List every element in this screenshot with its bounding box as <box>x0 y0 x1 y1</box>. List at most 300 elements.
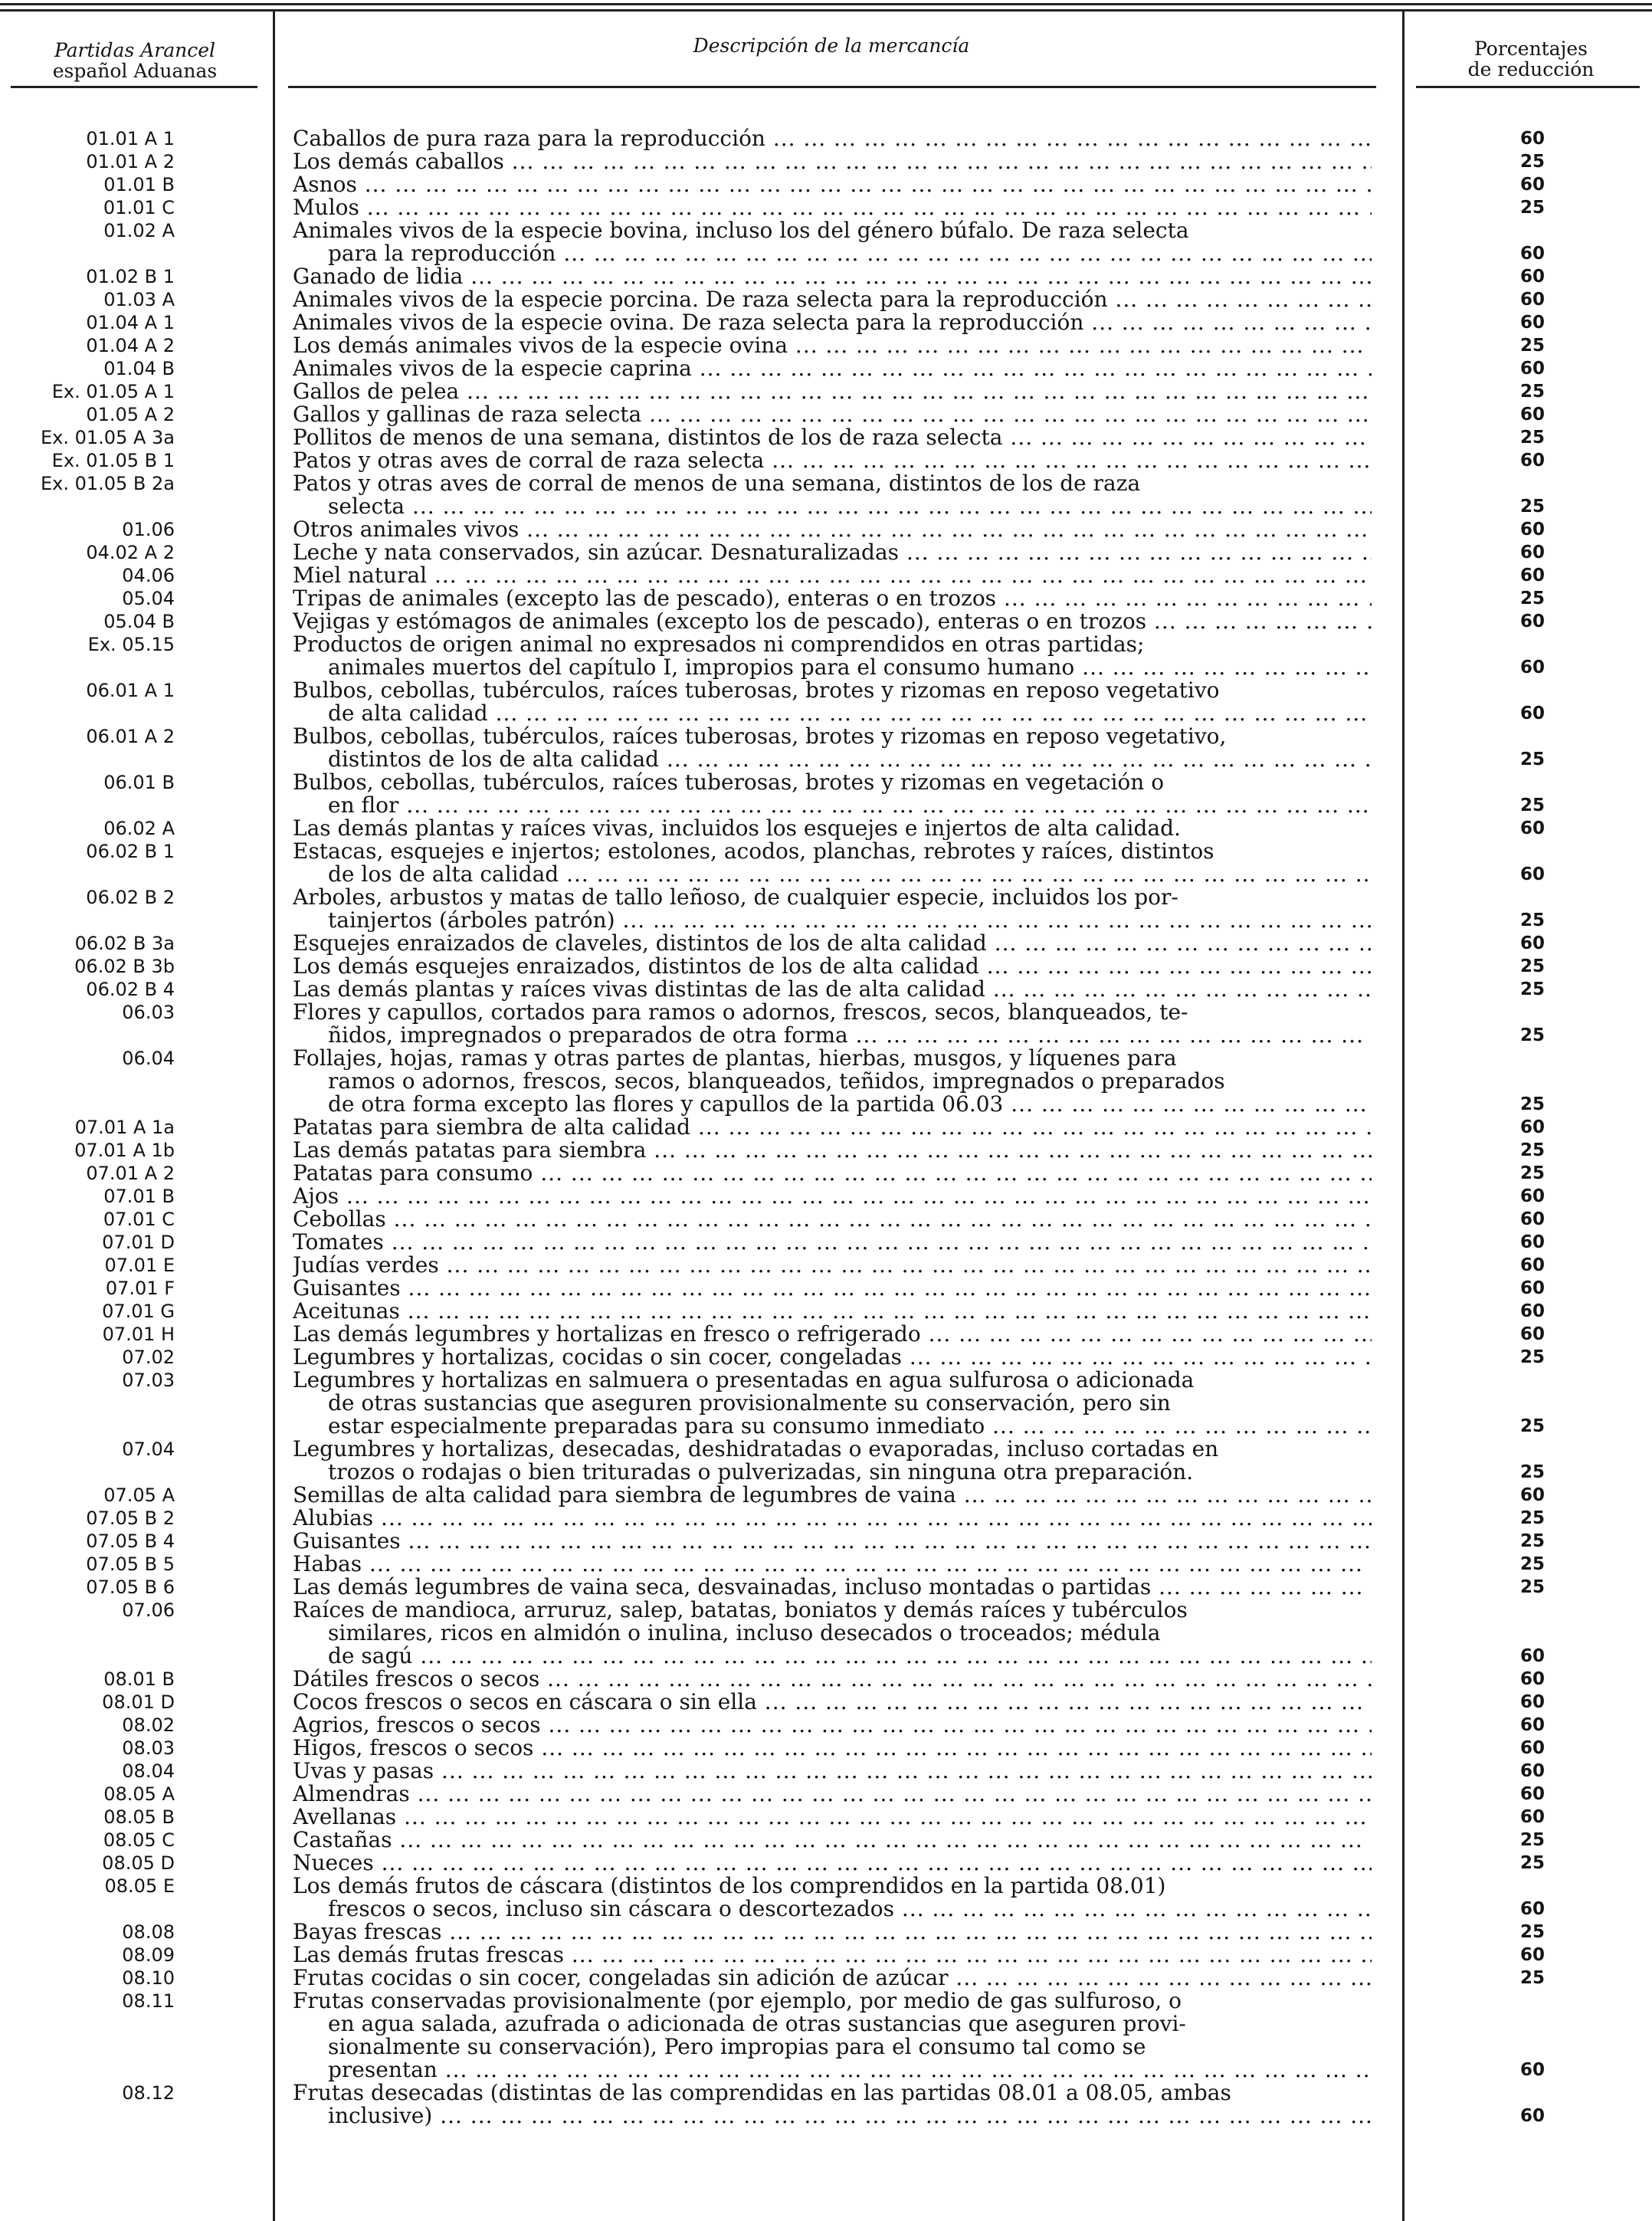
tariff-code: 07.01 G <box>102 1301 175 1322</box>
description-line: Dátiles frescos o secos ... . <box>293 1668 1372 1691</box>
reduction-percentage: 60 <box>1519 1646 1545 1666</box>
description-line: Habas ... . <box>293 1553 1372 1576</box>
goods-description <box>293 1346 1372 1369</box>
description-line: Caballos de pura raza para la reproducción ... . <box>293 127 1372 150</box>
description-line: para la reproducción ... . <box>293 242 1372 265</box>
reduction-percentage: 25 <box>1519 1025 1545 1045</box>
tariff-code: 05.04 B <box>103 611 175 632</box>
description-line: Legumbres y hortalizas en salmuera o presentadas en agua sulfurosa o adicionada <box>293 1369 1195 1392</box>
goods-description <box>293 886 1372 932</box>
tariff-code: Ex. 01.05 A 1 <box>51 381 175 402</box>
tariff-code: 04.06 <box>122 565 175 586</box>
goods-description <box>293 150 1372 173</box>
goods-description <box>293 403 1372 426</box>
goods-description <box>293 1944 1372 1967</box>
table-row <box>0 1047 1652 1116</box>
goods-description <box>293 1576 1372 1599</box>
table-row <box>0 1323 1652 1346</box>
tariff-code: 06.01 A 1 <box>86 680 175 701</box>
header-tariff-code-line2: español Aduanas <box>52 60 218 82</box>
reduction-percentage: 60 <box>1519 1255 1545 1275</box>
tariff-code: 01.01 B <box>103 174 175 195</box>
tariff-code: 07.05 A <box>103 1484 175 1506</box>
description-line: Esquejes enraizados de claveles, distintos de los de alta calidad ... . <box>293 932 1372 955</box>
reduction-percentage: 25 <box>1519 198 1545 218</box>
goods-description <box>293 1829 1372 1852</box>
tariff-code: 07.01 A 2 <box>86 1163 175 1184</box>
description-line: selecta ... . <box>293 495 1372 518</box>
top-rule <box>0 3 1652 5</box>
reduction-percentage: 25 <box>1519 1922 1545 1942</box>
description-line: Ajos ... . <box>293 1185 1372 1208</box>
tariff-code: 06.01 A 2 <box>86 726 175 747</box>
description-line: Otros animales vivos ... . <box>293 518 1372 541</box>
description-line: inclusive) ... . <box>293 2105 1372 2128</box>
tariff-code: 01.06 <box>122 519 175 540</box>
tariff-code: Ex. 05.15 <box>87 634 175 655</box>
goods-description <box>293 932 1372 955</box>
tariff-code: 01.05 A 2 <box>86 404 175 425</box>
reduction-percentage: 25 <box>1519 336 1545 356</box>
description-line: Alubias ... . <box>293 1507 1372 1530</box>
goods-description <box>293 1300 1372 1323</box>
goods-description <box>293 219 1372 265</box>
reduction-percentage: 60 <box>1519 1761 1545 1781</box>
header-description <box>291 35 1372 56</box>
description-line: Patos y otras aves de corral de menos de una semana, distintos de los de raza <box>293 472 1141 495</box>
table-row <box>0 150 1652 173</box>
reduction-percentage: 60 <box>1519 359 1545 379</box>
description-line: Las demás frutas frescas ... . <box>293 1944 1372 1967</box>
description-line: Leche y nata conservados, sin azúcar. Desnaturalizadas ... . <box>293 541 1372 564</box>
tariff-code: 07.01 F <box>105 1278 175 1299</box>
goods-description <box>293 1530 1372 1553</box>
tariff-code: 06.02 B 4 <box>86 979 175 1000</box>
goods-description <box>293 1714 1372 1737</box>
table-row <box>0 955 1652 978</box>
goods-description <box>293 840 1372 886</box>
table-row <box>0 288 1652 311</box>
description-line: de alta calidad ... . <box>293 702 1372 725</box>
description-line: Animales vivos de la especie bovina, incluso los del género búfalo. De raza selecta <box>293 219 1189 242</box>
table-row <box>0 978 1652 1001</box>
goods-description <box>293 265 1372 288</box>
description-line: Patatas para consumo ... . <box>293 1162 1372 1185</box>
reduction-percentage: 60 <box>1519 451 1545 471</box>
description-line: Los demás caballos ... . <box>293 150 1372 173</box>
goods-description <box>293 1323 1372 1346</box>
reduction-percentage: 25 <box>1519 1853 1545 1873</box>
goods-description <box>293 1047 1372 1116</box>
tariff-code: 07.01 A 1b <box>74 1140 175 1161</box>
table-row <box>0 1208 1652 1231</box>
header-separator-left <box>11 86 257 88</box>
table-row <box>0 1116 1652 1139</box>
reduction-percentage: 60 <box>1519 2106 1545 2126</box>
header-tariff-code <box>0 40 270 81</box>
table-row <box>0 1990 1652 2082</box>
description-line: Guisantes ... . <box>293 1277 1372 1300</box>
reduction-percentage: 60 <box>1519 267 1545 287</box>
description-line: distintos de los de alta calidad ... . <box>293 748 1372 771</box>
tariff-code: 07.05 B 2 <box>86 1507 175 1529</box>
description-line: Bayas frescas ... . <box>293 1921 1372 1944</box>
table-row <box>0 1783 1652 1806</box>
reduction-percentage: 60 <box>1519 864 1545 884</box>
table-row <box>0 1668 1652 1691</box>
table-row <box>0 334 1652 357</box>
reduction-percentage: 60 <box>1519 1784 1545 1804</box>
goods-description <box>293 518 1372 541</box>
table-row <box>0 633 1652 679</box>
table-row <box>0 1760 1652 1783</box>
description-line: Cebollas ... . <box>293 1208 1372 1231</box>
table-row <box>0 265 1652 288</box>
description-line: en flor ... . <box>293 794 1372 817</box>
reduction-percentage: 25 <box>1519 1347 1545 1367</box>
description-line: Higos, frescos o secos ... . <box>293 1737 1372 1760</box>
tariff-code: 06.03 <box>122 1002 175 1023</box>
tariff-code: 08.04 <box>122 1760 175 1782</box>
description-line: trozos o rodajas o bien trituradas o pulverizadas, sin ninguna otra preparación. <box>328 1461 1194 1484</box>
reduction-percentage: 60 <box>1519 129 1545 149</box>
goods-description <box>293 288 1372 311</box>
goods-description <box>293 173 1372 196</box>
reduction-percentage: 60 <box>1519 405 1545 425</box>
goods-description <box>293 725 1372 771</box>
reduction-percentage: 60 <box>1519 1692 1545 1712</box>
reduction-percentage: 25 <box>1519 1830 1545 1850</box>
goods-description <box>293 1990 1372 2082</box>
description-line: Legumbres y hortalizas, desecadas, deshidratadas o evaporadas, incluso cortadas en <box>293 1438 1219 1461</box>
reduction-percentage: 25 <box>1519 1554 1545 1574</box>
goods-description <box>293 472 1372 518</box>
tariff-code: 01.04 A 2 <box>86 335 175 356</box>
reduction-percentage: 60 <box>1519 1117 1545 1137</box>
table-row <box>0 610 1652 633</box>
tariff-code: 08.05 C <box>103 1829 175 1851</box>
goods-description <box>293 1438 1372 1484</box>
tariff-code: 07.01 C <box>103 1209 175 1230</box>
description-line: Vejigas y estómagos de animales (excepto los de pescado), enteras o en trozos ... . <box>293 610 1372 633</box>
goods-description <box>293 1277 1372 1300</box>
goods-description <box>293 1139 1372 1162</box>
reduction-percentage: 60 <box>1519 1324 1545 1344</box>
description-line: Bulbos, cebollas, tubérculos, raíces tuberosas, brotes y rizomas en reposo vegetativo <box>293 679 1220 702</box>
tariff-code: 06.02 A <box>103 818 175 839</box>
reduction-percentage: 25 <box>1519 589 1545 609</box>
description-line: Animales vivos de la especie porcina. De raza selecta para la reproducción ... . <box>293 288 1372 311</box>
table-row <box>0 1162 1652 1185</box>
description-line: Bulbos, cebollas, tubérculos, raíces tuberosas, brotes y rizomas en vegetación o <box>293 771 1165 794</box>
description-line: Gallos de pelea ... . <box>293 380 1372 403</box>
reduction-percentage: 25 <box>1519 1140 1545 1160</box>
table-row <box>0 1967 1652 1990</box>
reduction-percentage: 25 <box>1519 1163 1545 1183</box>
reduction-percentage: 60 <box>1519 1669 1545 1689</box>
table-row <box>0 1231 1652 1254</box>
description-line: Aceitunas ... . <box>293 1300 1372 1323</box>
description-line: Las demás patatas para siembra ... . <box>293 1139 1372 1162</box>
tariff-code: 08.05 A <box>103 1783 175 1805</box>
reduction-percentage: 60 <box>1519 1485 1545 1505</box>
goods-description <box>293 1668 1372 1691</box>
description-line: Legumbres y hortalizas, cocidas o sin cocer, congeladas ... . <box>293 1346 1372 1369</box>
description-line: Las demás plantas y raíces vivas, incluidos los esquejes e injertos de alta calidad. <box>293 817 1181 840</box>
description-line: Las demás legumbres de vaina seca, desvainadas, incluso montadas o partidas ... . <box>293 1576 1372 1599</box>
tariff-code: 08.02 <box>122 1714 175 1736</box>
description-line: Patos y otras aves de corral de raza selecta ... . <box>293 449 1372 472</box>
description-line: frescos o secos, incluso sin cáscara o descortezados ... . <box>293 1898 1372 1921</box>
description-line: Nueces ... . <box>293 1852 1372 1875</box>
header-reduction-line1: Porcentajes <box>1473 38 1588 60</box>
reduction-percentage: 25 <box>1519 1531 1545 1551</box>
reduction-percentage: 60 <box>1519 612 1545 632</box>
table-row <box>0 1530 1652 1553</box>
reduction-percentage: 60 <box>1519 933 1545 953</box>
table-row <box>0 1829 1652 1852</box>
table-row <box>0 311 1652 334</box>
table-row <box>0 1806 1652 1829</box>
reduction-percentage: 60 <box>1519 1899 1545 1919</box>
description-line: Arboles, arbustos y matas de tallo leñoso, de cualquier especie, incluidos los por- <box>293 886 1178 909</box>
tariff-code: 08.01 D <box>102 1691 175 1713</box>
reduction-percentage: 25 <box>1519 1094 1545 1114</box>
description-line: Las demás plantas y raíces vivas distintas de las de alta calidad ... . <box>293 978 1372 1001</box>
goods-description <box>293 1691 1372 1714</box>
table-row <box>0 1852 1652 1875</box>
description-line: Raíces de mandioca, arruruz, salep, batatas, boniatos y demás raíces y tubérculos <box>293 1599 1188 1622</box>
table-row <box>0 1369 1652 1438</box>
tariff-code: 07.01 H <box>102 1324 175 1345</box>
description-line: de los de alta calidad ... . <box>293 863 1372 886</box>
tariff-code: 08.05 D <box>102 1852 175 1874</box>
reduction-percentage: 60 <box>1519 175 1545 195</box>
tariff-code: 07.03 <box>122 1370 175 1391</box>
table-row <box>0 541 1652 564</box>
goods-description <box>293 955 1372 978</box>
description-line: Asnos ... . <box>293 173 1372 196</box>
goods-description <box>293 817 1372 840</box>
tariff-code: Ex. 01.05 A 3a <box>41 427 175 448</box>
description-line: Patatas para siembra de alta calidad ... . <box>293 1116 1372 1139</box>
tariff-code: 01.02 A <box>103 220 175 241</box>
reduction-percentage: 60 <box>1519 1186 1545 1206</box>
description-line: en agua salada, azufrada o adicionada de otras sustancias que aseguren provi- <box>328 2013 1186 2036</box>
reduction-percentage: 25 <box>1519 979 1545 999</box>
tariff-code: 01.04 A 1 <box>86 312 175 333</box>
table-row <box>0 725 1652 771</box>
table-row <box>0 196 1652 219</box>
goods-description <box>293 1369 1372 1438</box>
reduction-percentage: 60 <box>1519 819 1545 838</box>
goods-description <box>293 1162 1372 1185</box>
description-line: animales muertos del capítulo I, impropios para el consumo humano ... . <box>293 656 1372 679</box>
description-line: Mulos ... . <box>293 196 1372 219</box>
table-row <box>0 1737 1652 1760</box>
table-row <box>0 1277 1652 1300</box>
description-line: Los demás esquejes enraizados, distintos de los de alta calidad ... . <box>293 955 1372 978</box>
table-row <box>0 1300 1652 1323</box>
description-line: Animales vivos de la especie caprina ... . <box>293 357 1372 380</box>
table-row <box>0 1691 1652 1714</box>
tariff-code: 08.09 <box>122 1944 175 1966</box>
tariff-code: 01.03 A <box>103 289 175 310</box>
table-row <box>0 173 1652 196</box>
reduction-percentage: 60 <box>1519 1715 1545 1735</box>
tariff-code: 08.05 B <box>103 1806 175 1828</box>
description-line: Tomates ... . <box>293 1231 1372 1254</box>
reduction-percentage: 25 <box>1519 910 1545 930</box>
reduction-percentage: 25 <box>1519 152 1545 172</box>
goods-description <box>293 311 1372 334</box>
goods-description <box>293 1875 1372 1921</box>
goods-description <box>293 1921 1372 1944</box>
table-row <box>0 380 1652 403</box>
tariff-code: 04.02 A 2 <box>86 542 175 563</box>
tariff-code: 01.04 B <box>103 358 175 379</box>
reduction-percentage: 25 <box>1519 1968 1545 1988</box>
goods-description <box>293 1967 1372 1990</box>
tariff-code: 01.01 C <box>103 197 175 218</box>
reduction-percentage: 25 <box>1519 382 1545 402</box>
table-row <box>0 564 1652 587</box>
reduction-percentage: 25 <box>1519 1508 1545 1528</box>
tariff-code: 08.12 <box>122 2082 175 2104</box>
tariff-code: 06.02 B 2 <box>86 887 175 908</box>
tariff-code: 06.02 B 1 <box>86 841 175 862</box>
description-line: Frutas cocidas o sin cocer, congeladas sin adición de azúcar ... . <box>293 1967 1372 1990</box>
header-tariff-code-line1: Partidas Arancel <box>54 39 216 61</box>
reduction-percentage: 60 <box>1519 520 1545 540</box>
table-row <box>0 127 1652 150</box>
goods-description <box>293 1116 1372 1139</box>
table-row <box>0 817 1652 840</box>
tariff-code: 08.01 B <box>103 1668 175 1690</box>
table-row <box>0 1553 1652 1576</box>
goods-description <box>293 1484 1372 1507</box>
description-line: Uvas y pasas ... . <box>293 1760 1372 1783</box>
tariff-code: 06.04 <box>122 1048 175 1069</box>
table-row <box>0 472 1652 518</box>
reduction-percentage: 60 <box>1519 1301 1545 1321</box>
goods-description <box>293 1852 1372 1875</box>
description-line: Las demás legumbres y hortalizas en fresco o refrigerado ... . <box>293 1323 1372 1346</box>
description-line: Guisantes ... . <box>293 1530 1372 1553</box>
reduction-percentage: 60 <box>1519 1278 1545 1298</box>
tariff-code: 07.01 D <box>102 1232 175 1253</box>
table-row <box>0 1346 1652 1369</box>
table-row <box>0 2082 1652 2128</box>
reduction-percentage: 60 <box>1519 313 1545 333</box>
description-line: Judías verdes ... . <box>293 1254 1372 1277</box>
table-row <box>0 219 1652 265</box>
reduction-percentage: 60 <box>1519 290 1545 310</box>
table-row <box>0 1484 1652 1507</box>
tariff-code: 06.01 B <box>103 772 175 793</box>
description-line: Miel natural ... . <box>293 564 1372 587</box>
description-line: ñidos, impregnados o preparados de otra forma ... . <box>293 1024 1372 1047</box>
tariff-code: 07.06 <box>122 1599 175 1621</box>
description-line: Castañas ... . <box>293 1829 1372 1852</box>
table-row <box>0 886 1652 932</box>
goods-description <box>293 1001 1372 1047</box>
table-row <box>0 1185 1652 1208</box>
tariff-code: 07.05 B 5 <box>86 1553 175 1575</box>
tariff-code: 08.08 <box>122 1921 175 1943</box>
reduction-percentage: 25 <box>1519 796 1545 815</box>
tariff-code: 08.03 <box>122 1737 175 1759</box>
reduction-percentage: 25 <box>1519 1462 1545 1482</box>
reduction-percentage: 25 <box>1519 956 1545 976</box>
reduction-percentage: 60 <box>1519 1209 1545 1229</box>
goods-description <box>293 380 1372 403</box>
header-separator-middle <box>288 86 1376 88</box>
goods-description <box>293 541 1372 564</box>
table-row <box>0 1599 1652 1668</box>
reduction-percentage: 60 <box>1519 566 1545 586</box>
tariff-rows <box>0 127 1652 2128</box>
goods-description <box>293 587 1372 610</box>
tariff-code: 08.05 E <box>104 1875 175 1897</box>
table-row <box>0 1438 1652 1484</box>
description-line: Pollitos de menos de una semana, distintos de los de raza selecta ... . <box>293 426 1372 449</box>
reduction-percentage: 60 <box>1519 1232 1545 1252</box>
reduction-percentage: 60 <box>1519 704 1545 723</box>
goods-description <box>293 1208 1372 1231</box>
goods-description <box>293 1507 1372 1530</box>
description-line: de sagú ... . <box>293 1645 1372 1668</box>
reduction-percentage: 25 <box>1519 750 1545 769</box>
description-line: Flores y capullos, cortados para ramos o adornos, frescos, secos, blanqueados, te- <box>293 1001 1188 1024</box>
description-line: Cocos frescos o secos en cáscara o sin ella ... . <box>293 1691 1372 1714</box>
description-line: estar especialmente preparadas para su consumo inmediato ... . <box>293 1415 1372 1438</box>
goods-description <box>293 196 1372 219</box>
goods-description <box>293 679 1372 725</box>
table-row <box>0 403 1652 426</box>
goods-description <box>293 633 1372 679</box>
description-line: Almendras ... . <box>293 1783 1372 1806</box>
reduction-percentage: 60 <box>1519 543 1545 563</box>
tariff-code: 07.01 E <box>104 1255 175 1276</box>
goods-description <box>293 1783 1372 1806</box>
table-row <box>0 1944 1652 1967</box>
header-separator-right <box>1416 86 1640 88</box>
reduction-percentage: 60 <box>1519 1738 1545 1758</box>
reduction-percentage: 60 <box>1519 1807 1545 1827</box>
goods-description <box>293 357 1372 380</box>
description-line: ramos o adornos, frescos, secos, blanqueados, teñidos, impregnados o preparados <box>328 1070 1225 1093</box>
table-row <box>0 518 1652 541</box>
description-line: sionalmente su conservación), Pero impropias para el consumo tal como se <box>328 2036 1146 2059</box>
goods-description <box>293 1254 1372 1277</box>
table-row <box>0 679 1652 725</box>
tariff-code: 07.04 <box>122 1439 175 1460</box>
tariff-code: 06.02 B 3b <box>74 956 175 977</box>
description-line: tainjertos (árboles patrón) ... . <box>293 909 1372 932</box>
table-row <box>0 1001 1652 1047</box>
description-line: Agrios, frescos o secos ... . <box>293 1714 1372 1737</box>
table-row <box>0 1139 1652 1162</box>
description-line: Frutas desecadas (distintas de las comprendidas en las partidas 08.01 a 08.05, ambas <box>293 2082 1231 2105</box>
header-reduction-line2: de reducción <box>1467 58 1595 80</box>
description-line: de otras sustancias que aseguren provisionalmente su conservación, pero sin <box>328 1392 1171 1415</box>
table-row <box>0 932 1652 955</box>
table-row <box>0 1714 1652 1737</box>
goods-description <box>293 1599 1372 1668</box>
tariff-code: 08.11 <box>122 1990 175 2012</box>
description-line: similares, ricos en almidón o inulina, incluso desecados o troceados; médula <box>328 1622 1161 1645</box>
